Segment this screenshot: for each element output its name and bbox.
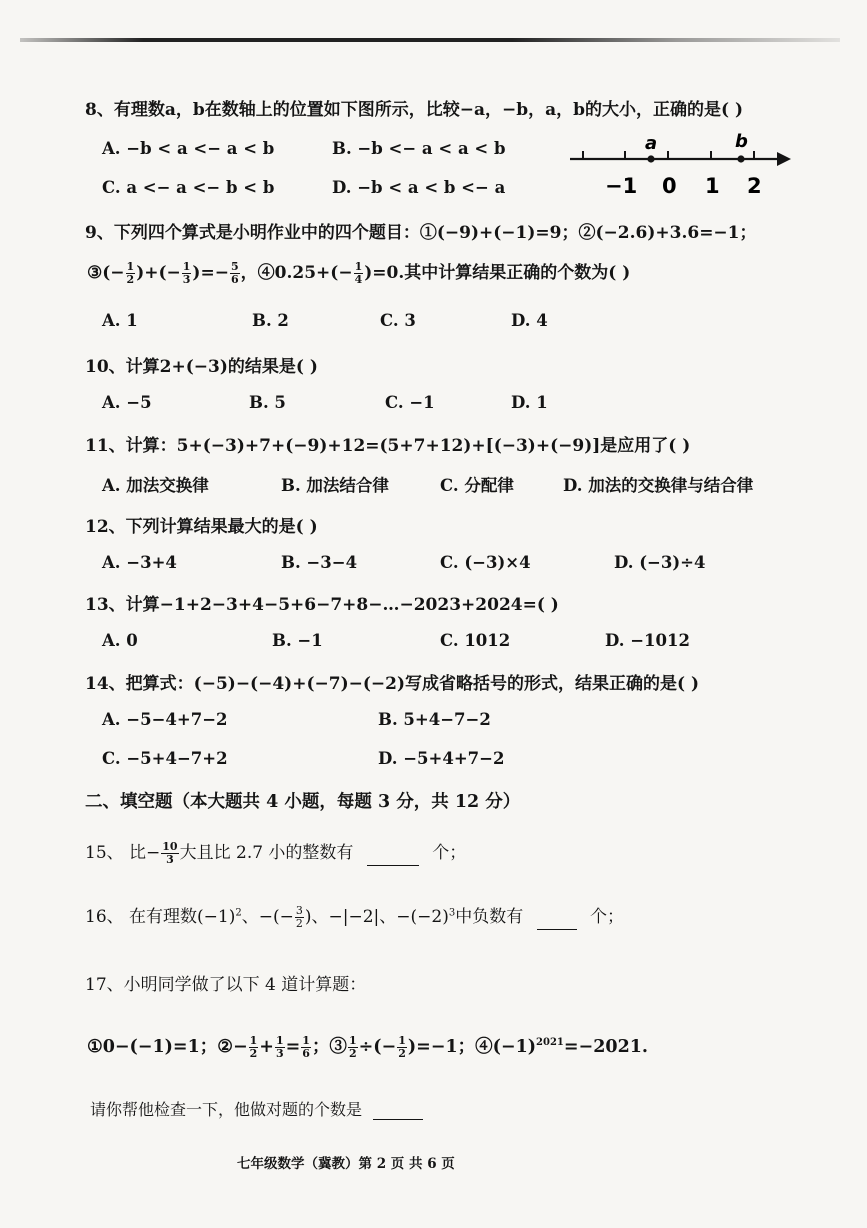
q9-option-a: A. 1 bbox=[102, 311, 138, 330]
denominator: 3 bbox=[182, 273, 191, 286]
answer-blank[interactable] bbox=[537, 929, 577, 930]
fraction bbox=[161, 841, 178, 866]
q14-option-a: A. −5−4+7−2 bbox=[102, 710, 228, 729]
fraction bbox=[249, 1035, 259, 1060]
q8-option-b: B. −b <− a < a < b bbox=[332, 139, 506, 158]
q11-option-c: C. 分配律 bbox=[440, 476, 514, 495]
numerator: 1 bbox=[126, 260, 135, 273]
denominator: 3 bbox=[166, 853, 174, 866]
q9-text: )=0.其中计算结果正确的个数为( ) bbox=[364, 263, 631, 283]
point-a-label: a bbox=[645, 133, 658, 154]
q9-text: )+(− bbox=[136, 263, 181, 283]
answer-blank[interactable] bbox=[373, 1119, 423, 1120]
denominator: 2 bbox=[126, 273, 135, 286]
q13-option-c: C. 1012 bbox=[440, 631, 511, 650]
fraction bbox=[354, 261, 364, 286]
q17-text: )=−1；④(−1) bbox=[407, 1037, 537, 1057]
q15-text: 15、 比− bbox=[85, 843, 161, 863]
exponent: 3 bbox=[448, 907, 456, 919]
page-top-rule bbox=[20, 38, 840, 42]
numerator: 1 bbox=[354, 260, 363, 273]
q17-text: + bbox=[259, 1037, 274, 1057]
q10-option-a: A. −5 bbox=[102, 393, 152, 412]
q8-option-d: D. −b < a < b <− a bbox=[332, 178, 506, 197]
question-9-line-2 bbox=[87, 258, 630, 286]
page-footer: 七年级数学（冀教）第 2 页 共 6 页 bbox=[237, 1156, 455, 1172]
denominator: 2 bbox=[398, 1047, 406, 1060]
exponent: 2 bbox=[235, 907, 242, 919]
question-15 bbox=[85, 838, 466, 866]
q11-option-d: D. 加法的交换律与结合律 bbox=[563, 476, 754, 495]
numerator: 1 bbox=[249, 1034, 258, 1047]
question-13-stem: 13、计算−1+2−3+4−5+6−7+8−…−2023+2024=( ) bbox=[85, 595, 559, 615]
number-line-figure bbox=[565, 125, 795, 200]
q14-option-d: D. −5+4+7−2 bbox=[378, 749, 505, 768]
q9-text: )=− bbox=[192, 263, 229, 283]
point-a-dot bbox=[647, 155, 654, 162]
q9-text: ，④0.25+(− bbox=[240, 263, 353, 283]
q10-option-c: C. −1 bbox=[385, 393, 435, 412]
tick-label-1: 1 bbox=[705, 174, 720, 198]
point-b-label: b bbox=[735, 131, 748, 152]
question-9-line-1: 9、下列四个算式是小明作业中的四个题目：①(−9)+(−1)=9；②(−2.6)+3.6=−1； bbox=[85, 223, 757, 243]
q13-option-d: D. −1012 bbox=[605, 631, 690, 650]
question-17-expressions bbox=[87, 1033, 648, 1060]
q12-option-b: B. −3−4 bbox=[281, 553, 358, 572]
question-17-ask bbox=[90, 1097, 423, 1120]
tick-label-neg1: −1 bbox=[605, 174, 638, 198]
q16-text: 、−(− bbox=[241, 907, 294, 927]
question-16 bbox=[85, 902, 624, 930]
fraction bbox=[348, 1035, 358, 1060]
fraction bbox=[230, 261, 240, 286]
fraction bbox=[182, 261, 192, 286]
denominator: 6 bbox=[230, 273, 239, 286]
q14-option-c: C. −5+4−7+2 bbox=[102, 749, 228, 768]
q10-option-d: D. 1 bbox=[511, 393, 548, 412]
fraction bbox=[126, 261, 136, 286]
numerator: 1 bbox=[302, 1034, 310, 1047]
numerator: 5 bbox=[230, 260, 239, 273]
q12-option-c: C. (−3)×4 bbox=[440, 553, 531, 572]
numerator: 1 bbox=[348, 1034, 357, 1047]
q17-text: ；③ bbox=[311, 1037, 347, 1057]
q8-option-a: A. −b < a <− a < b bbox=[102, 139, 275, 158]
section-2-title: 二、填空题（本大题共 4 小题，每题 3 分，共 12 分） bbox=[85, 792, 521, 812]
q11-option-b: B. 加法结合律 bbox=[281, 476, 389, 495]
question-8-stem: 8、有理数a，b在数轴上的位置如下图所示，比较−a，−b，a，b的大小，正确的是( ) bbox=[85, 100, 744, 120]
fraction bbox=[301, 1035, 311, 1060]
question-17-stem: 17、小明同学做了以下 4 道计算题： bbox=[85, 975, 367, 995]
q11-option-a: A. 加法交换律 bbox=[102, 476, 209, 495]
q9-option-d: D. 4 bbox=[511, 311, 548, 330]
q12-option-d: D. (−3)÷4 bbox=[614, 553, 706, 572]
denominator: 2 bbox=[295, 917, 303, 930]
numerator: 1 bbox=[275, 1034, 284, 1047]
q13-option-a: A. 0 bbox=[102, 631, 138, 650]
q15-text: 个； bbox=[432, 843, 467, 863]
q17-text: ①0−(−1)=1；②− bbox=[87, 1037, 248, 1057]
q9-text: ③(− bbox=[87, 263, 125, 283]
fraction bbox=[295, 905, 304, 930]
q14-option-b: B. 5+4−7−2 bbox=[378, 710, 491, 729]
q17-text: ÷(− bbox=[358, 1037, 397, 1057]
exponent: 2021 bbox=[536, 1037, 564, 1049]
q10-option-b: B. 5 bbox=[249, 393, 286, 412]
numerator: 1 bbox=[182, 260, 191, 273]
denominator: 3 bbox=[275, 1047, 284, 1060]
point-b-dot bbox=[737, 155, 744, 162]
numerator: 3 bbox=[295, 904, 303, 917]
question-10-stem: 10、计算2+(−3)的结果是( ) bbox=[85, 357, 318, 377]
q17-text: =−2021. bbox=[563, 1037, 649, 1057]
fraction bbox=[275, 1035, 285, 1060]
numerator: 1 bbox=[398, 1034, 406, 1047]
denominator: 4 bbox=[354, 273, 363, 286]
q16-text: 中负数有 bbox=[455, 907, 524, 927]
q16-text: 16、 在有理数(−1) bbox=[85, 907, 236, 927]
question-12-stem: 12、下列计算结果最大的是( ) bbox=[85, 517, 318, 537]
tick-label-2: 2 bbox=[747, 174, 762, 198]
question-11-stem: 11、计算：5+(−3)+7+(−9)+12=(5+7+12)+[(−3)+(−9)]是应用了( ) bbox=[85, 436, 691, 456]
q9-option-c: C. 3 bbox=[380, 311, 416, 330]
question-14-stem: 14、把算式：(−5)−(−4)+(−7)−(−2)写成省略括号的形式，结果正确的是( ) bbox=[85, 674, 700, 694]
q17-text: 请你帮他检查一下，他做对题的个数是 bbox=[90, 1100, 363, 1119]
answer-blank[interactable] bbox=[367, 865, 419, 866]
number-line-arrow bbox=[777, 152, 791, 166]
q9-option-b: B. 2 bbox=[252, 311, 289, 330]
fraction bbox=[397, 1035, 407, 1060]
denominator: 2 bbox=[249, 1047, 258, 1060]
q8-option-c: C. a <− a <− b < b bbox=[102, 178, 275, 197]
denominator: 6 bbox=[302, 1047, 310, 1060]
q16-text: 个； bbox=[590, 907, 625, 927]
q13-option-b: B. −1 bbox=[272, 631, 323, 650]
q15-text: 大且比 2.7 小的整数有 bbox=[179, 843, 354, 863]
q12-option-a: A. −3+4 bbox=[102, 553, 177, 572]
q16-text: )、−|−2|、−(−2) bbox=[304, 907, 449, 927]
denominator: 2 bbox=[348, 1047, 357, 1060]
q17-text: = bbox=[285, 1037, 301, 1057]
tick-label-0: 0 bbox=[662, 174, 677, 198]
numerator: 10 bbox=[162, 840, 178, 853]
